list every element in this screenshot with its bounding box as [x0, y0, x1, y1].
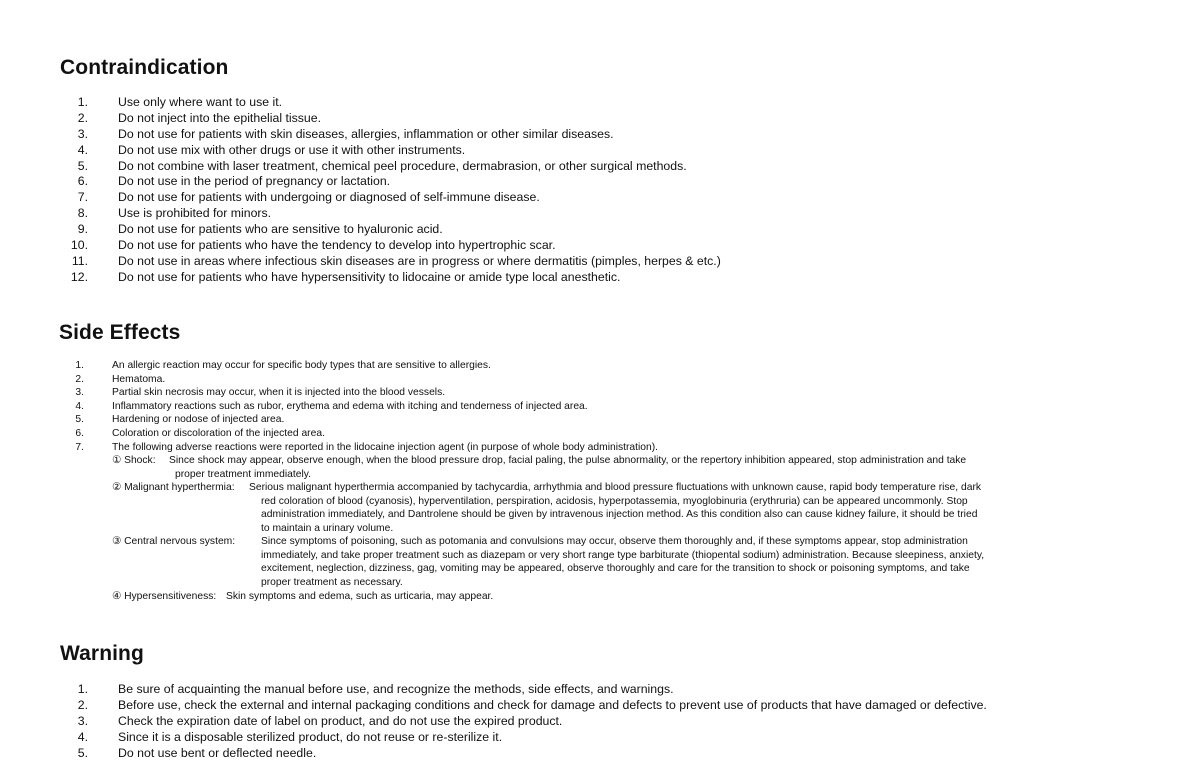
item-number: 9. — [77, 222, 88, 237]
item-number: 3. — [77, 713, 88, 728]
list-item — [0, 427, 1200, 441]
item-text: Do not use in the period of pregnancy or lactation. — [118, 174, 391, 189]
list-item — [0, 373, 1200, 387]
item-number: 1. — [77, 682, 88, 696]
contraindication-list — [0, 95, 1200, 286]
item-text: Do not use for patients with undergoing or diagnosed of self-immune disease. — [118, 190, 540, 205]
sub-item-line: excitement, neglection, dizziness, gag, vomiting may be appeared, observe thoroughly and care for the transition to shock or poisoning symptoms, and take — [261, 563, 970, 575]
item-number: 6. — [77, 174, 88, 189]
item-text: Do not use bent or deflected needle. — [118, 745, 317, 760]
item-number: 2. — [75, 373, 84, 385]
item-text: Do not use for patients who have hypersensitivity to lidocaine or amide type local anesthetic. — [118, 269, 621, 284]
list-item — [0, 143, 1200, 159]
item-text: Do not use in areas where infectious skin diseases are in progress or where dermatitis (pimples, herpes & etc.) — [118, 253, 721, 268]
item-number: 5. — [77, 745, 88, 760]
item-text: Inflammatory reactions such as rubor, erythema and edema with itching and tenderness of injected area. — [112, 400, 588, 412]
item-number: 2. — [77, 110, 88, 125]
sub-item-body — [249, 481, 981, 535]
sub-item-line: Since shock may appear, observe enough, when the blood pressure drop, facial paling, the pulse abnormality, or the repertory inhibition appeared, stop administration and take — [169, 455, 967, 466]
sub-item-line: administration immediately, and Dantrolene should be given by intravenous injection method. As this condition also can cause kidney failure, it should be tried — [261, 509, 978, 521]
list-item — [0, 730, 1200, 746]
sub-item-line: proper treatment immediately. — [175, 468, 312, 480]
item-text: Hardening or nodose of injected area. — [112, 414, 285, 426]
list-item — [0, 413, 1200, 427]
item-number: 7. — [77, 190, 88, 205]
sub-item-label: ④ Hypersensitiveness: — [112, 591, 217, 602]
item-number: 4. — [75, 400, 84, 412]
list-item — [0, 359, 1200, 373]
item-number: 4. — [77, 729, 88, 744]
item-text: Coloration or discoloration of the injected area. — [112, 427, 325, 439]
sub-item-line: immediately, and take proper treatment such as diazepam or very short range type barbiturate (thiopental sodium) administration. Because sleepiness, anxiety, — [261, 549, 985, 561]
warning-heading: Warning — [60, 642, 144, 665]
item-text: Do not use for patients who are sensitive to hyaluronic acid. — [118, 222, 443, 237]
item-text: Do not inject into the epithelial tissue. — [118, 110, 322, 125]
sub-item-body — [226, 590, 493, 604]
sub-item-line: Since symptoms of poisoning, such as potomania and convulsions may occur, observe them thoroughly and, if these symptoms appear, stop administration — [261, 536, 968, 547]
item-number: 7. — [75, 441, 84, 453]
sub-item-label: ① Shock: — [112, 455, 156, 466]
item-text: The following adverse reactions were reported in the lidocaine injection agent (in purpose of whole body administration). — [112, 441, 659, 453]
list-item — [0, 400, 1200, 414]
item-text: Do not use mix with other drugs or use it with other instruments. — [118, 142, 466, 157]
item-number: 5. — [77, 158, 88, 173]
sub-item-line: to maintain a urinary volume. — [261, 522, 394, 534]
side-effects-heading: Side Effects — [59, 321, 181, 344]
list-item — [0, 254, 1200, 270]
side-effects-list — [0, 359, 1200, 454]
item-text: Check the expiration date of label on product, and do not use the expired product. — [118, 713, 563, 728]
item-number: 10. — [70, 238, 88, 253]
list-item — [0, 111, 1200, 127]
sub-item-label: ③ Central nervous system: — [112, 536, 236, 547]
list-item — [0, 127, 1200, 143]
sub-item-line: Serious malignant hyperthermia accompanied by tachycardia, arrhythmia and blood pressure fluctuations with unknown cause, rapid body temperature rise, dark — [249, 482, 982, 493]
item-number: 5. — [75, 414, 84, 426]
item-number: 6. — [75, 427, 84, 439]
sub-item-line: Skin symptoms and edema, such as urticaria, may appear. — [226, 591, 494, 602]
item-text: Before use, check the external and internal packaging conditions and check for damage and defects to prevent use of products that have damaged or defective. — [118, 697, 987, 712]
list-item — [0, 441, 1200, 455]
item-number: 8. — [77, 206, 88, 221]
list-item — [0, 206, 1200, 222]
item-number: 1. — [77, 95, 88, 109]
list-item — [0, 682, 1200, 698]
sub-item-label: ② Malignant hyperthermia: — [112, 482, 235, 493]
item-number: 3. — [77, 126, 88, 141]
list-item — [0, 190, 1200, 206]
item-text: Use only where want to use it. — [118, 95, 283, 109]
item-text: Use is prohibited for minors. — [118, 206, 272, 221]
item-text: Hematoma. — [112, 373, 166, 385]
item-text: Do not use for patients with skin diseases, allergies, inflammation or other similar diseases. — [118, 126, 614, 141]
list-item — [0, 95, 1200, 111]
item-text: Do not combine with laser treatment, chemical peel procedure, dermabrasion, or other surgical methods. — [118, 158, 687, 173]
sub-item-line: red coloration of blood (cyanosis), hyperventilation, perspiration, acidosis, hyperpotassemia, myoglobinuria (erythruria) can be appeared uncommonly. Stop — [261, 495, 968, 507]
item-text: Since it is a disposable sterilized product, do not reuse or re-sterilize it. — [118, 729, 503, 744]
item-number: 4. — [77, 142, 88, 157]
sub-item-body — [261, 535, 984, 589]
item-number: 11. — [71, 253, 88, 268]
list-item — [0, 386, 1200, 400]
item-text: Do not use for patients who have the tendency to develop into hypertrophic scar. — [118, 238, 556, 253]
item-number: 1. — [75, 360, 84, 371]
warning-list — [0, 682, 1200, 761]
item-number: 12. — [70, 269, 88, 284]
item-text: Partial skin necrosis may occur, when it is injected into the blood vessels. — [112, 387, 446, 399]
list-item — [0, 714, 1200, 730]
item-number: 2. — [77, 697, 88, 712]
list-item — [0, 159, 1200, 175]
list-item — [0, 222, 1200, 238]
item-text: An allergic reaction may occur for specific body types that are sensitive to allergies. — [112, 360, 491, 371]
sub-item-line: proper treatment as necessary. — [261, 576, 403, 588]
item-text: Be sure of acquainting the manual before use, and recognize the methods, side effects, and warnings. — [118, 682, 674, 696]
list-item — [0, 174, 1200, 190]
sub-item-body — [169, 454, 966, 481]
list-item — [0, 746, 1200, 762]
list-item — [0, 698, 1200, 714]
item-number: 3. — [75, 387, 84, 399]
list-item — [0, 238, 1200, 254]
contraindication-heading: Contraindication — [60, 56, 229, 79]
list-item — [0, 270, 1200, 286]
